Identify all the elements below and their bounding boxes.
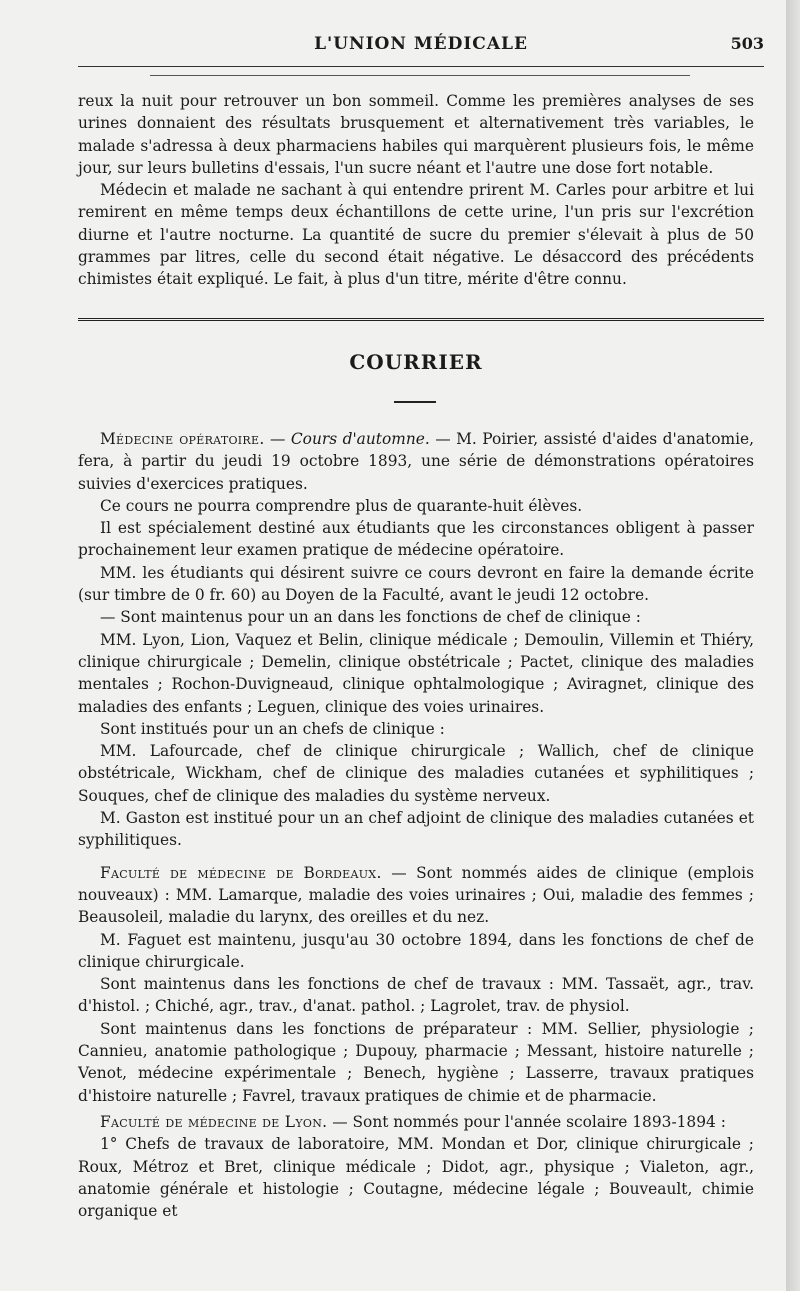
section-divider [78, 318, 764, 321]
journal-title: L'UNION MÉDICALE [314, 34, 528, 54]
page-number: 503 [730, 34, 764, 53]
section-title: COURRIER [349, 350, 483, 374]
news-item-bordeaux: Faculté de médecine de Bordeaux. — Sont nommés aides de clinique (emplois nouveaux) : MM. Lamarque, maladie des voies urinaires ; Oui, maladie des femmes ; Beausoleil, maladie du larynx, des oreilles et du nez. [78, 863, 754, 927]
paragraph: Il est spécialement destiné aux étudiants que les circonstances obligent à passer prochainement leur examen pratique de médecine opératoire. [78, 519, 754, 560]
paragraph: Sont maintenus dans les fonctions de chef de travaux : MM. Tassaët, agr., trav. d'histol. ; Chiché, agr., trav., d'anat. pathol. ; Lagrolet, trav. de physiol. [78, 975, 754, 1016]
paragraph: MM. Lafourcade, chef de clinique chirurgicale ; Wallich, chef de clinique obstétricale, Wickham, chef de clinique des maladies cutanées et syphilitiques ; Souques, chef de clinique des maladies du système nerveux. [78, 742, 754, 805]
paragraph: MM. les étudiants qui désirent suivre ce cours devront en faire la demande écrite (sur timbre de 0 fr. 60) au Doyen de la Faculté, avant le jeudi 12 octobre. [78, 563, 754, 605]
paragraph: Médecin et malade ne sachant à qui entendre prirent M. Carles pour arbitre et lui remirent en même temps deux échantillons de cette urine, l'un pris sur l'excrétion diurne et l'autre nocturne. La quantité de sucre du premier s'élevait à plus de 50 grammes par litres, celle du second était négative. Le désaccord des précédents chimistes était expliqué. Le fait, à plus d'un titre, mérite d'être connu. [78, 181, 754, 289]
paragraph: M. Gaston est institué pour un an chef adjoint de clinique des maladies cutanées et syphilitiques. [78, 809, 754, 850]
header-rule [78, 66, 764, 67]
paragraph: — Sont maintenus pour un an dans les fonctions de chef de clinique : [100, 608, 641, 627]
paragraph: 1° Chefs de travaux de laboratoire, MM. Mondan et Dor, clinique chirurgicale ; Roux, Métroz et Bret, clinique médicale ; Didot, agr., physique ; Vialeton, agr., anatomie générale et histologie ; Coutagne, médecine légale ; Bouveault, chimie organique et [78, 1135, 754, 1221]
header-subrule [150, 75, 690, 76]
paragraph: MM. Lyon, Lion, Vaquez et Belin, clinique médicale ; Demoulin, Villemin et Thiéry, clinique chirurgicale ; Demelin, clinique obstétricale ; Pactet, clinique des maladies mentales ; Rochon-Duvigneaud, clinique ophtalmologique ; Aviragnet, clinique des maladies des enfants ; Leguen, clinique des voies urinaires. [78, 630, 754, 716]
page-edge-shadow [786, 0, 800, 1291]
item-heading: Faculté de médecine de Bordeaux. [100, 863, 382, 882]
news-item-medecine-operatoire: Médecine opératoire. — Cours d'automne. — M. Poirier, assisté d'aides d'anatomie, fera, à partir du jeudi 19 octobre 1893, une série de démonstrations opératoires suivies d'exercices pratiques. [78, 430, 754, 493]
paragraph: reux la nuit pour retrouver un bon sommeil. Comme les premières analyses de ses urines donnaient des résultats brusquement et alternativement très variables, le malade s'adressa à deux pharmaciens habiles qui marquèrent plusieurs fois, le même jour, sur leurs bulletins d'essais, l'un sucre néant et l'autre une dose fort notable. [78, 92, 754, 177]
courrier-body [78, 428, 754, 1222]
item-subtitle: Cours d'automne. [290, 430, 430, 448]
paragraph: Sont institués pour un an chefs de clinique : [100, 719, 445, 738]
intro-article-end [78, 90, 754, 291]
paragraph: Ce cours ne pourra comprendre plus de quarante-huit élèves. [100, 496, 583, 515]
item-heading: Médecine opératoire. [100, 430, 265, 448]
title-ornament-rule [394, 401, 436, 403]
running-header [78, 34, 764, 64]
paragraph: Sont maintenus dans les fonctions de préparateur : MM. Sellier, physiologie ; Cannieu, anatomie pathologique ; Dupouy, pharmacie ; Messant, histoire naturelle ; Venot, médecine expérimentale ; Benech, hygiène ; Lasserre, travaux pratiques d'histoire naturelle ; Favrel, travaux pratiques de chimie et de pharmacie. [78, 1019, 754, 1105]
news-item-lyon: Faculté de médecine de Lyon. — Sont nommés pour l'année scolaire 1893-1894 : [100, 1112, 726, 1131]
item-heading: Faculté de médecine de Lyon. [100, 1112, 328, 1131]
paragraph: M. Faguet est maintenu, jusqu'au 30 octobre 1894, dans les fonctions de chef de clinique chirurgicale. [78, 930, 754, 971]
